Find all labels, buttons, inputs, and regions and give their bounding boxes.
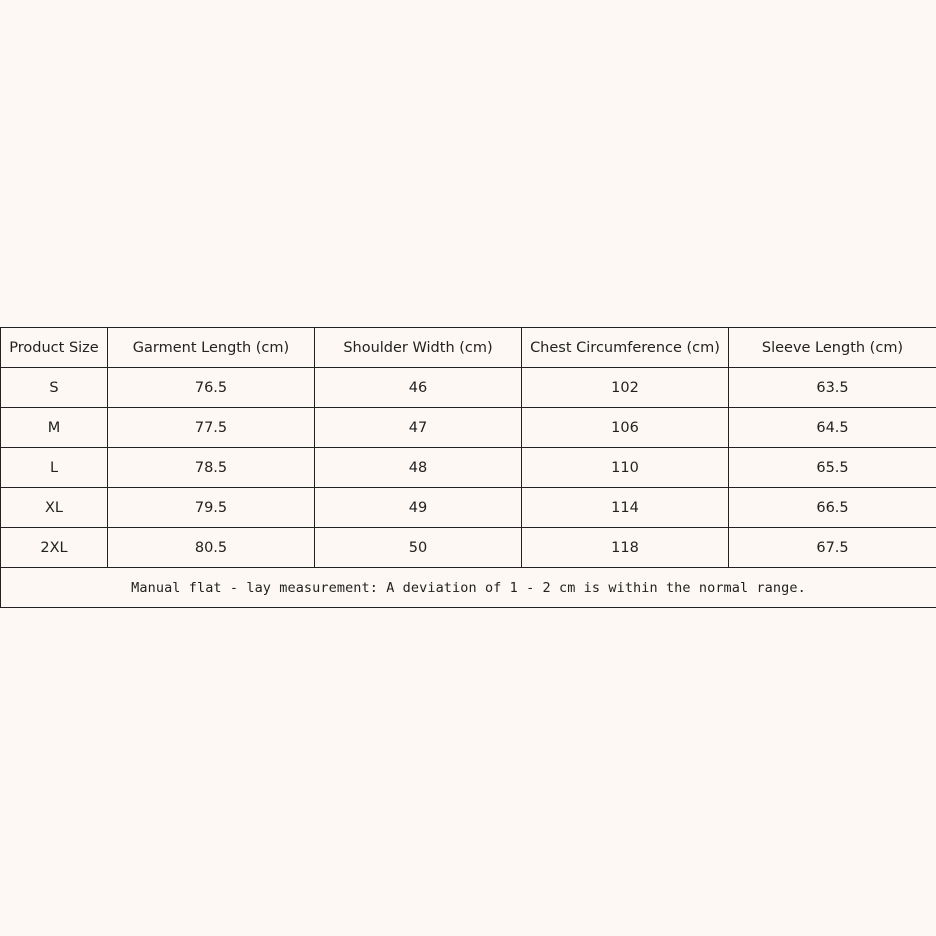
header-garment-length: Garment Length (cm) <box>108 328 315 368</box>
cell-chest-circumference: 110 <box>522 448 729 488</box>
cell-sleeve-length: 67.5 <box>729 528 936 568</box>
cell-sleeve-length: 63.5 <box>729 368 936 408</box>
table-row <box>1 368 936 408</box>
size-chart-table <box>0 327 936 608</box>
header-shoulder-width: Shoulder Width (cm) <box>315 328 522 368</box>
header-chest-circumference: Chest Circumference (cm) <box>522 328 729 368</box>
cell-shoulder-width: 47 <box>315 408 522 448</box>
cell-shoulder-width: 49 <box>315 488 522 528</box>
cell-garment-length: 79.5 <box>108 488 315 528</box>
cell-size: L <box>1 448 108 488</box>
cell-size: 2XL <box>1 528 108 568</box>
table-header-row <box>1 328 936 368</box>
cell-chest-circumference: 118 <box>522 528 729 568</box>
cell-shoulder-width: 46 <box>315 368 522 408</box>
cell-size: M <box>1 408 108 448</box>
cell-garment-length: 80.5 <box>108 528 315 568</box>
table-row <box>1 448 936 488</box>
cell-sleeve-length: 65.5 <box>729 448 936 488</box>
cell-shoulder-width: 50 <box>315 528 522 568</box>
cell-garment-length: 78.5 <box>108 448 315 488</box>
header-product-size: Product Size <box>1 328 108 368</box>
cell-garment-length: 76.5 <box>108 368 315 408</box>
table-note-row <box>1 568 936 608</box>
cell-chest-circumference: 114 <box>522 488 729 528</box>
table-row <box>1 528 936 568</box>
cell-garment-length: 77.5 <box>108 408 315 448</box>
table-row <box>1 408 936 448</box>
table-row <box>1 488 936 528</box>
cell-shoulder-width: 48 <box>315 448 522 488</box>
measurement-note: Manual flat - lay measurement: A deviation of 1 - 2 cm is within the normal range. <box>1 568 936 608</box>
cell-chest-circumference: 102 <box>522 368 729 408</box>
cell-size: XL <box>1 488 108 528</box>
cell-size: S <box>1 368 108 408</box>
cell-sleeve-length: 64.5 <box>729 408 936 448</box>
cell-chest-circumference: 106 <box>522 408 729 448</box>
cell-sleeve-length: 66.5 <box>729 488 936 528</box>
header-sleeve-length: Sleeve Length (cm) <box>729 328 936 368</box>
